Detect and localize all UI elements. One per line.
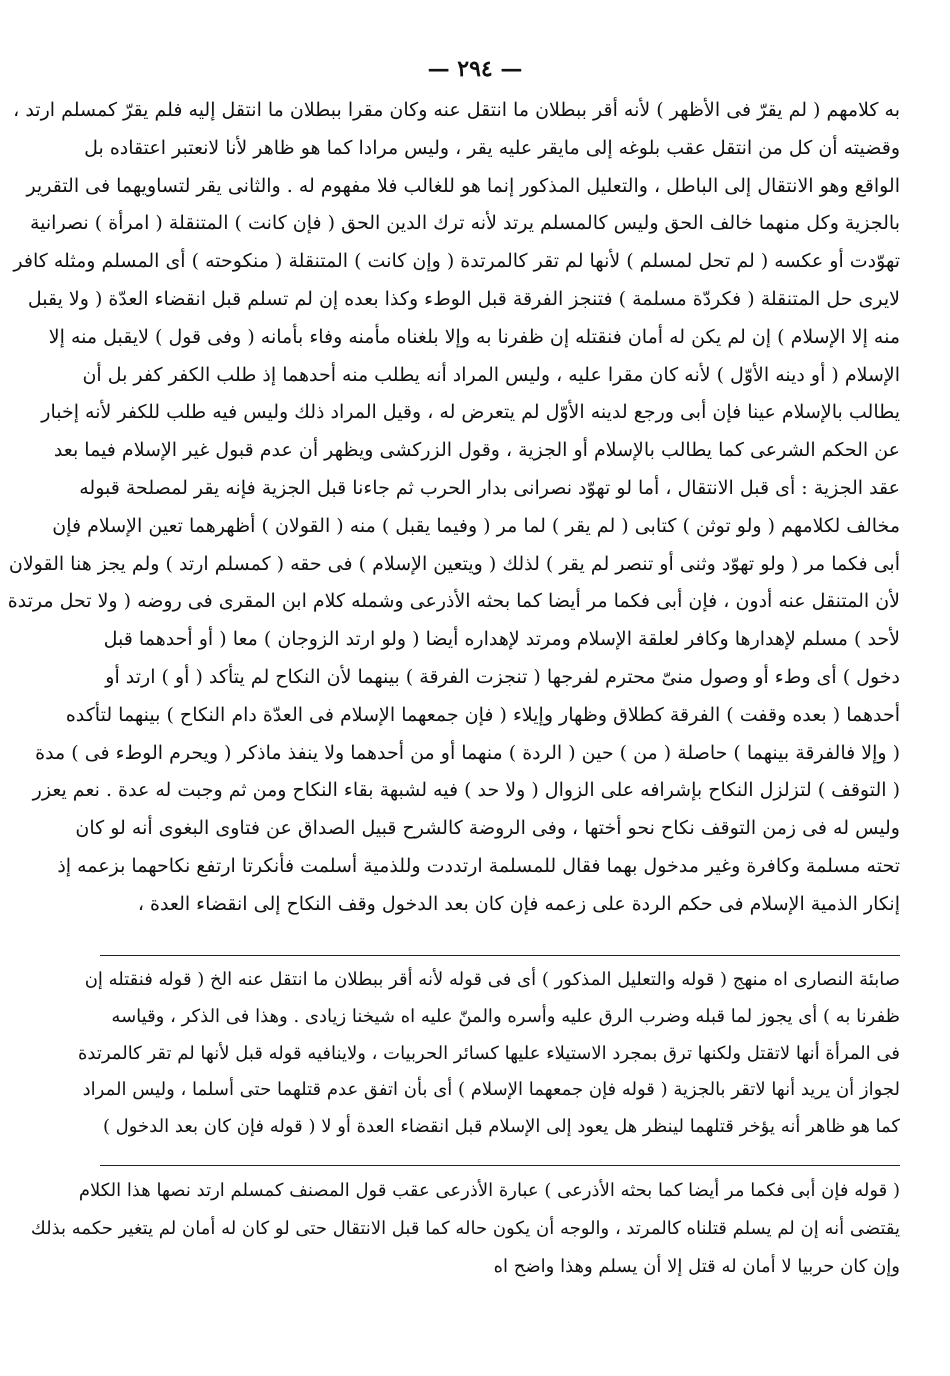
main-text-line: به كلامهم ( لم يقرّ فى الأظهر ) لأنه أقر ببطلان ما انتقل عنه وكان مقرا ببطلان ما انتقل إليه فلم يقرّ كمسلم ارتد ، <box>13 99 900 121</box>
main-text-line: ( وإلا فالفرقة بينهما ) حاصلة ( من ) حين ( الردة ) منهما أو من أحدهما ولا ينفذ ماذكر ( ويحرم الوطء فى ) مدة <box>35 741 900 764</box>
footnote-line: يقتضى أنه إن لم يسلم قتلناه كالمرتد ، والوجه أن يكون حاله كما قبل الانتقال حتى لو كان له أمان لم يتغير حكمه بذلك <box>30 1218 900 1239</box>
footnote-line: صابئة النصارى اه منهج ( قوله والتعليل المذكور ) أى فى قوله لأنه أقر ببطلان ما انتقل عنه الخ ( قوله فنقتله إن <box>84 969 900 990</box>
main-text-line: دخول ) أى وطء أو وصول منىّ محترم لفرجها ( تنجزت الفرقة ) بينهما لأن النكاح لم يتأكد ( أو ) ارتد أو <box>105 665 900 688</box>
main-text-line: يطالب بالإسلام عينا فإن أبى ورجع لدينه الأوّل لم يتعرض له ، وقيل المراد ذلك وليس فيه طلب للكفر لأنه إخبار <box>41 401 900 424</box>
footnote-divider <box>100 955 900 956</box>
page-number: — ٢٩٤ — <box>427 56 523 82</box>
main-text-line: عقد الجزية : أى قبل الانتقال ، أما لو تهوّد نصرانى بدار الحرب ثم جاءنا قبل الجزية فإنه يقر لمصلحة قبوله <box>79 476 900 499</box>
footnote-block-2 <box>30 1172 900 1286</box>
main-text-line: عن الحكم الشرعى كما يطالب بالإسلام أو الجزية ، وقول الزركشى ويظهر أن عدم قبول غير الإسلام فيما بعد <box>53 439 900 462</box>
main-text-line: بالجزية وكل منهما خالف الحق وليس كالمسلم يرتد لأنه ترك الدين الحق ( فإن كانت ) المتنقلة ( امرأة ) نصرانية <box>29 212 900 235</box>
main-text-line: منه إلا الإسلام ) إن لم يكن له أمان فنقتله إن ظفرنا به وإلا بلغناه مأمنه وفاء بأمانه ( وفى قول ) لايقبل منه إلا <box>48 325 900 348</box>
main-text-line: لأن المتنقل عنه أدون ، فإن أبى فكما مر أيضا كما بحثه الأذرعى وشمله كلام ابن المقرى فى روضه ( ولا تحل مرتدة <box>7 590 900 613</box>
main-text-line: الإسلام ( أو دينه الأوّل ) لأنه كان مقرا عليه ، وليس المراد أنه يطلب منه أحدهما إذ طلب الكفر كفر بل أن <box>82 363 900 386</box>
main-text-line: ( التوقف ) لتزلزل النكاح بإشرافه على الزوال ( ولا حد ) فيه لشبهة بقاء النكاح ومن ثم وجبت له عدة . نعم يعزر <box>32 779 900 802</box>
footnote-line: فى المرأة أنها لاتقتل ولكنها ترق بمجرد الاستيلاء عليها كسائر الحربيات ، ولاينافيه قوله قبل لأنها لم تقر كالمرتدة <box>77 1042 900 1064</box>
main-text-line: أبى فكما مر ( ولو تهوّد وثنى أو تنصر لم يقر ) لذلك ( ويتعين الإسلام ) فى حقه ( كمسلم ارتد ) ولم يجز هنا القولان <box>8 552 900 575</box>
main-text-line: تحته مسلمة وكافرة وغير مدخول بهما فقال للمسلمة ارتددت وللذمية أسلمت فأنكرتا ارتفع نكاحهما بزعمه إذ <box>57 854 900 877</box>
footnote-line: وإن كان حربيا لا أمان له قتل إلا أن يسلم وهذا واضح اه <box>493 1256 900 1277</box>
main-text-line: تهوّدت أو عكسه ( لم تحل لمسلم ) لأنها لم تقر كالمرتدة ( وإن كانت ) المتنقلة ( منكوحته ) أى المسلم ومثله كافر <box>13 250 900 273</box>
footnote-line: ( قوله فإن أبى فكما مر أيضا كما بحثه الأذرعى ) عبارة الأذرعى عقب قول المصنف كمسلم ارتد نصها هذا الكلام <box>78 1180 900 1201</box>
footnote-line: لجواز أن يريد أنها لاتقر بالجزية ( قوله فإن جمعهما الإسلام ) أى بأن اتفق عدم قتلهما حتى أسلما ، وليس المراد <box>82 1079 900 1101</box>
main-text-line: لأحد ) مسلم لإهدارها وكافر لعلقة الإسلام ومرتد لإهداره أيضا ( ولو ارتد الزوجان ) معا ( أو أحدهما قبل <box>103 628 900 651</box>
main-text-line: أحدهما ( بعده وقفت ) الفرقة كطلاق وظهار وإيلاء ( فإن جمعهما الإسلام فى العدّة دام النكاح ) بينهما لتأكده <box>65 703 900 726</box>
main-text-line: لايرى حل المتنقلة ( فكردّة مسلمة ) فتنجز الفرقة قبل الوطء وكذا بعده إن لم تسلم قبل انقضاء العدّة ( ولا يقبل <box>27 287 900 310</box>
main-text <box>7 92 900 924</box>
footnote-divider <box>100 1165 900 1166</box>
main-text-line: الواقع وهو الانتقال إلى الباطل ، والتعليل المذكور إنما هو للغالب فلا مفهوم له . والثانى يقر لتساويهما فى التقرير <box>26 174 900 197</box>
footnote-line: ظفرنا به ) أى يجوز لما قبله وضرب الرق عليه وأسره والمنّ عليه اه شيخنا زيادى . وهذا فى الذكر ، وقياسه <box>111 1005 900 1027</box>
main-text-line: إنكار الذمية الإسلام فى حكم الردة على زعمه فإن كان بعد الدخول وقف النكاح إلى انقضاء العدة ، <box>137 892 900 915</box>
footnote-line: كما هو ظاهر أنه يؤخر قتلهما لينظر هل يعود إلى الإسلام قبل انقضاء العدة أو لا ( قوله فإن كان بعد الدخول ) <box>102 1116 900 1138</box>
footnote-block-1 <box>77 962 900 1146</box>
main-text-line: وليس له فى زمن التوقف نكاح نحو أختها ، وفى الروضة كالشرح قبيل الصداق عن فتاوى البغوى أنه لو كان <box>75 817 900 840</box>
main-text-line: مخالف لكلامهم ( ولو توثن ) كتابى ( لم يقر ) لما مر ( وفيما يقبل ) منه ( القولان ) أظهرهما تعين الإسلام فإن <box>52 514 900 537</box>
main-text-line: وقضيته أن كل من انتقل عقب بلوغه إلى مايقر عليه يقر ، وليس مرادا كما هو ظاهر لأنا لانعتبر اعتقاده بل <box>84 136 900 159</box>
